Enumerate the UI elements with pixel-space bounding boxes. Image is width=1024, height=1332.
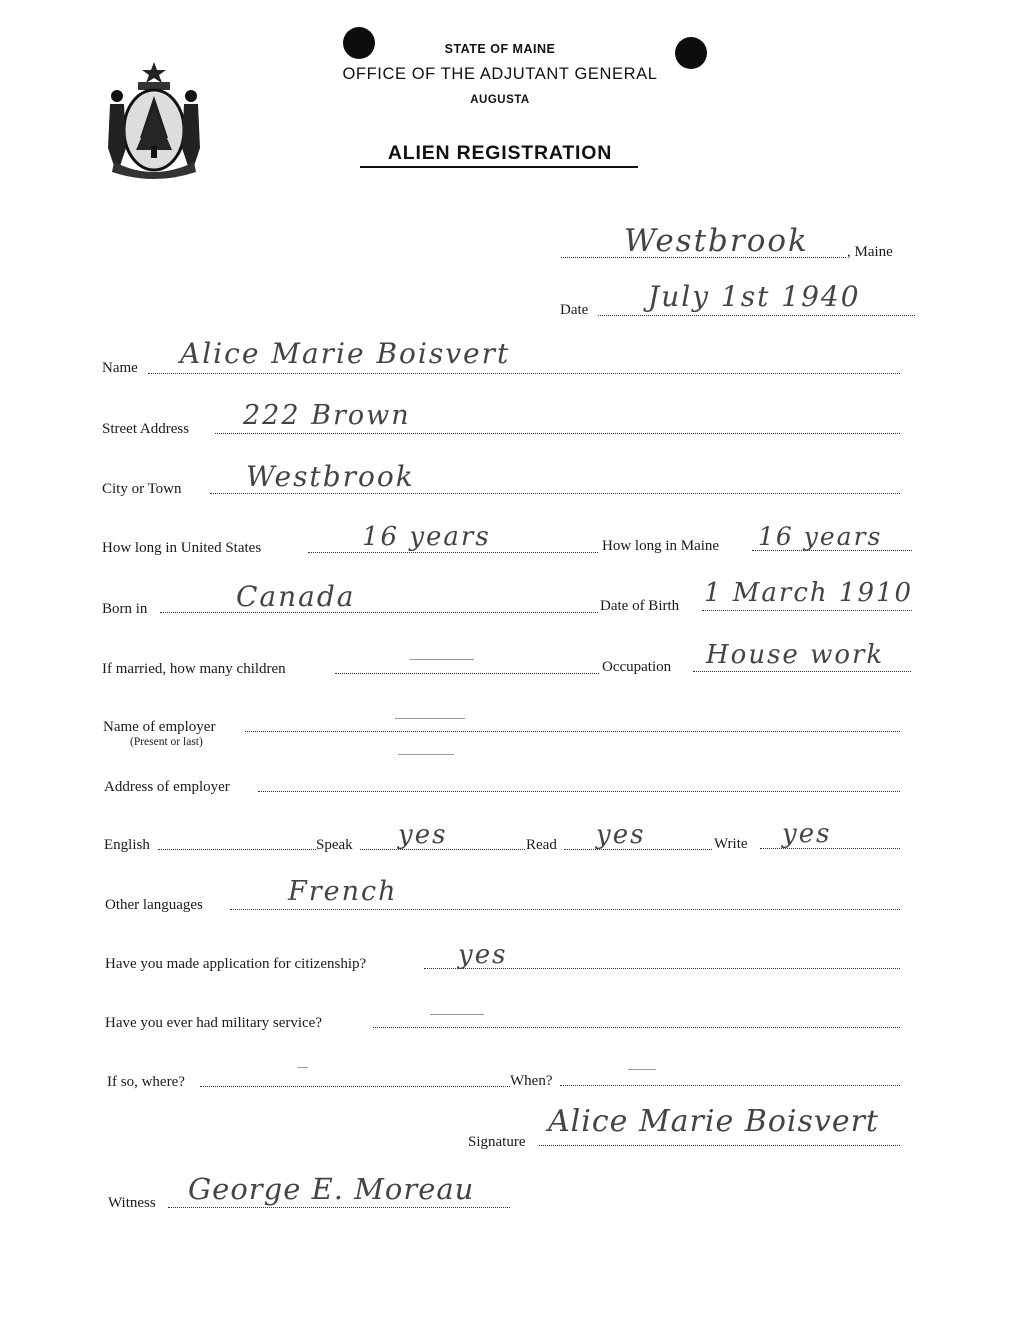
when-line — [560, 1085, 900, 1086]
form-title-underline — [360, 166, 638, 168]
form-title: ALIEN REGISTRATION — [387, 142, 613, 164]
witness-label: Witness — [108, 1195, 156, 1211]
speak-label: Speak — [316, 837, 353, 853]
street-address-label: Street Address — [102, 421, 190, 437]
when-blank-mark — [628, 1069, 656, 1070]
employer-name-blank-mark-2 — [398, 754, 454, 755]
how-long-maine-label: How long in Maine — [602, 538, 720, 554]
military-service-line — [373, 1027, 900, 1028]
read-label: Read — [526, 837, 557, 853]
born-in-value: Canada — [236, 580, 356, 613]
when-label: When? — [510, 1073, 553, 1089]
date-of-birth-label: Date of Birth — [600, 598, 680, 614]
signature-value: Alice Marie Boisvert — [548, 1104, 879, 1139]
citizenship-value: yes — [458, 940, 508, 970]
date-of-birth-value: 1 March 1910 — [704, 578, 914, 608]
witness-value: George E. Moreau — [188, 1172, 475, 1206]
born-in-line — [160, 612, 598, 613]
employer-address-line — [258, 791, 900, 792]
employer-name-blank-mark — [395, 718, 465, 719]
children-blank-mark — [410, 659, 474, 660]
street-address-value: 222 Brown — [243, 400, 411, 431]
how-long-us-value: 16 years — [362, 522, 491, 552]
speak-value: yes — [398, 820, 448, 850]
city-line — [210, 493, 900, 494]
employer-name-line — [245, 731, 900, 732]
other-languages-value: French — [288, 876, 398, 907]
name-label: Name — [102, 360, 138, 376]
citizenship-label: Have you made application for citizenship? — [105, 956, 367, 972]
read-value: yes — [596, 820, 646, 850]
place-value: Westbrook — [624, 223, 809, 259]
military-service-blank-mark — [430, 1014, 484, 1015]
other-languages-label: Other languages — [105, 897, 203, 913]
header-office: OFFICE OF THE ADJUTANT GENERAL — [342, 65, 658, 83]
date-of-birth-line — [702, 610, 912, 611]
header-state: STATE OF MAINE — [444, 42, 556, 56]
where-line — [200, 1086, 510, 1087]
date-line — [598, 315, 915, 316]
maine-state-seal-icon — [100, 58, 208, 180]
signature-line — [539, 1145, 900, 1146]
english-label: English — [104, 837, 150, 853]
date-label: Date — [560, 302, 589, 318]
write-value: yes — [782, 819, 832, 849]
name-value: Alice Marie Boisvert — [180, 337, 511, 370]
occupation-line — [693, 671, 911, 672]
other-languages-line — [230, 909, 900, 910]
signature-label: Signature — [468, 1134, 526, 1150]
name-line — [148, 373, 900, 374]
where-label: If so, where? — [107, 1074, 185, 1090]
how-long-us-line — [308, 552, 598, 553]
witness-line — [168, 1207, 510, 1208]
children-label: If married, how many children — [102, 661, 286, 677]
children-line — [335, 673, 599, 674]
how-long-maine-value: 16 years — [758, 522, 883, 551]
date-value: July 1st 1940 — [648, 280, 861, 313]
employer-address-label: Address of employer — [104, 779, 230, 795]
place-suffix: , Maine — [847, 244, 893, 260]
city-label: City or Town — [102, 481, 182, 497]
write-label: Write — [714, 836, 748, 852]
occupation-value: House work — [706, 640, 885, 670]
employer-name-sublabel: (Present or last) — [130, 736, 203, 748]
english-line — [158, 849, 316, 850]
where-blank-mark — [298, 1067, 308, 1068]
occupation-label: Occupation — [602, 659, 672, 675]
header-city: AUGUSTA — [470, 94, 530, 106]
military-service-label: Have you ever had military service? — [105, 1015, 322, 1031]
street-address-line — [215, 433, 900, 434]
how-long-us-label: How long in United States — [102, 540, 262, 556]
employer-name-label: Name of employer — [103, 719, 216, 735]
born-in-label: Born in — [102, 601, 148, 617]
city-value: Westbrook — [246, 460, 415, 493]
